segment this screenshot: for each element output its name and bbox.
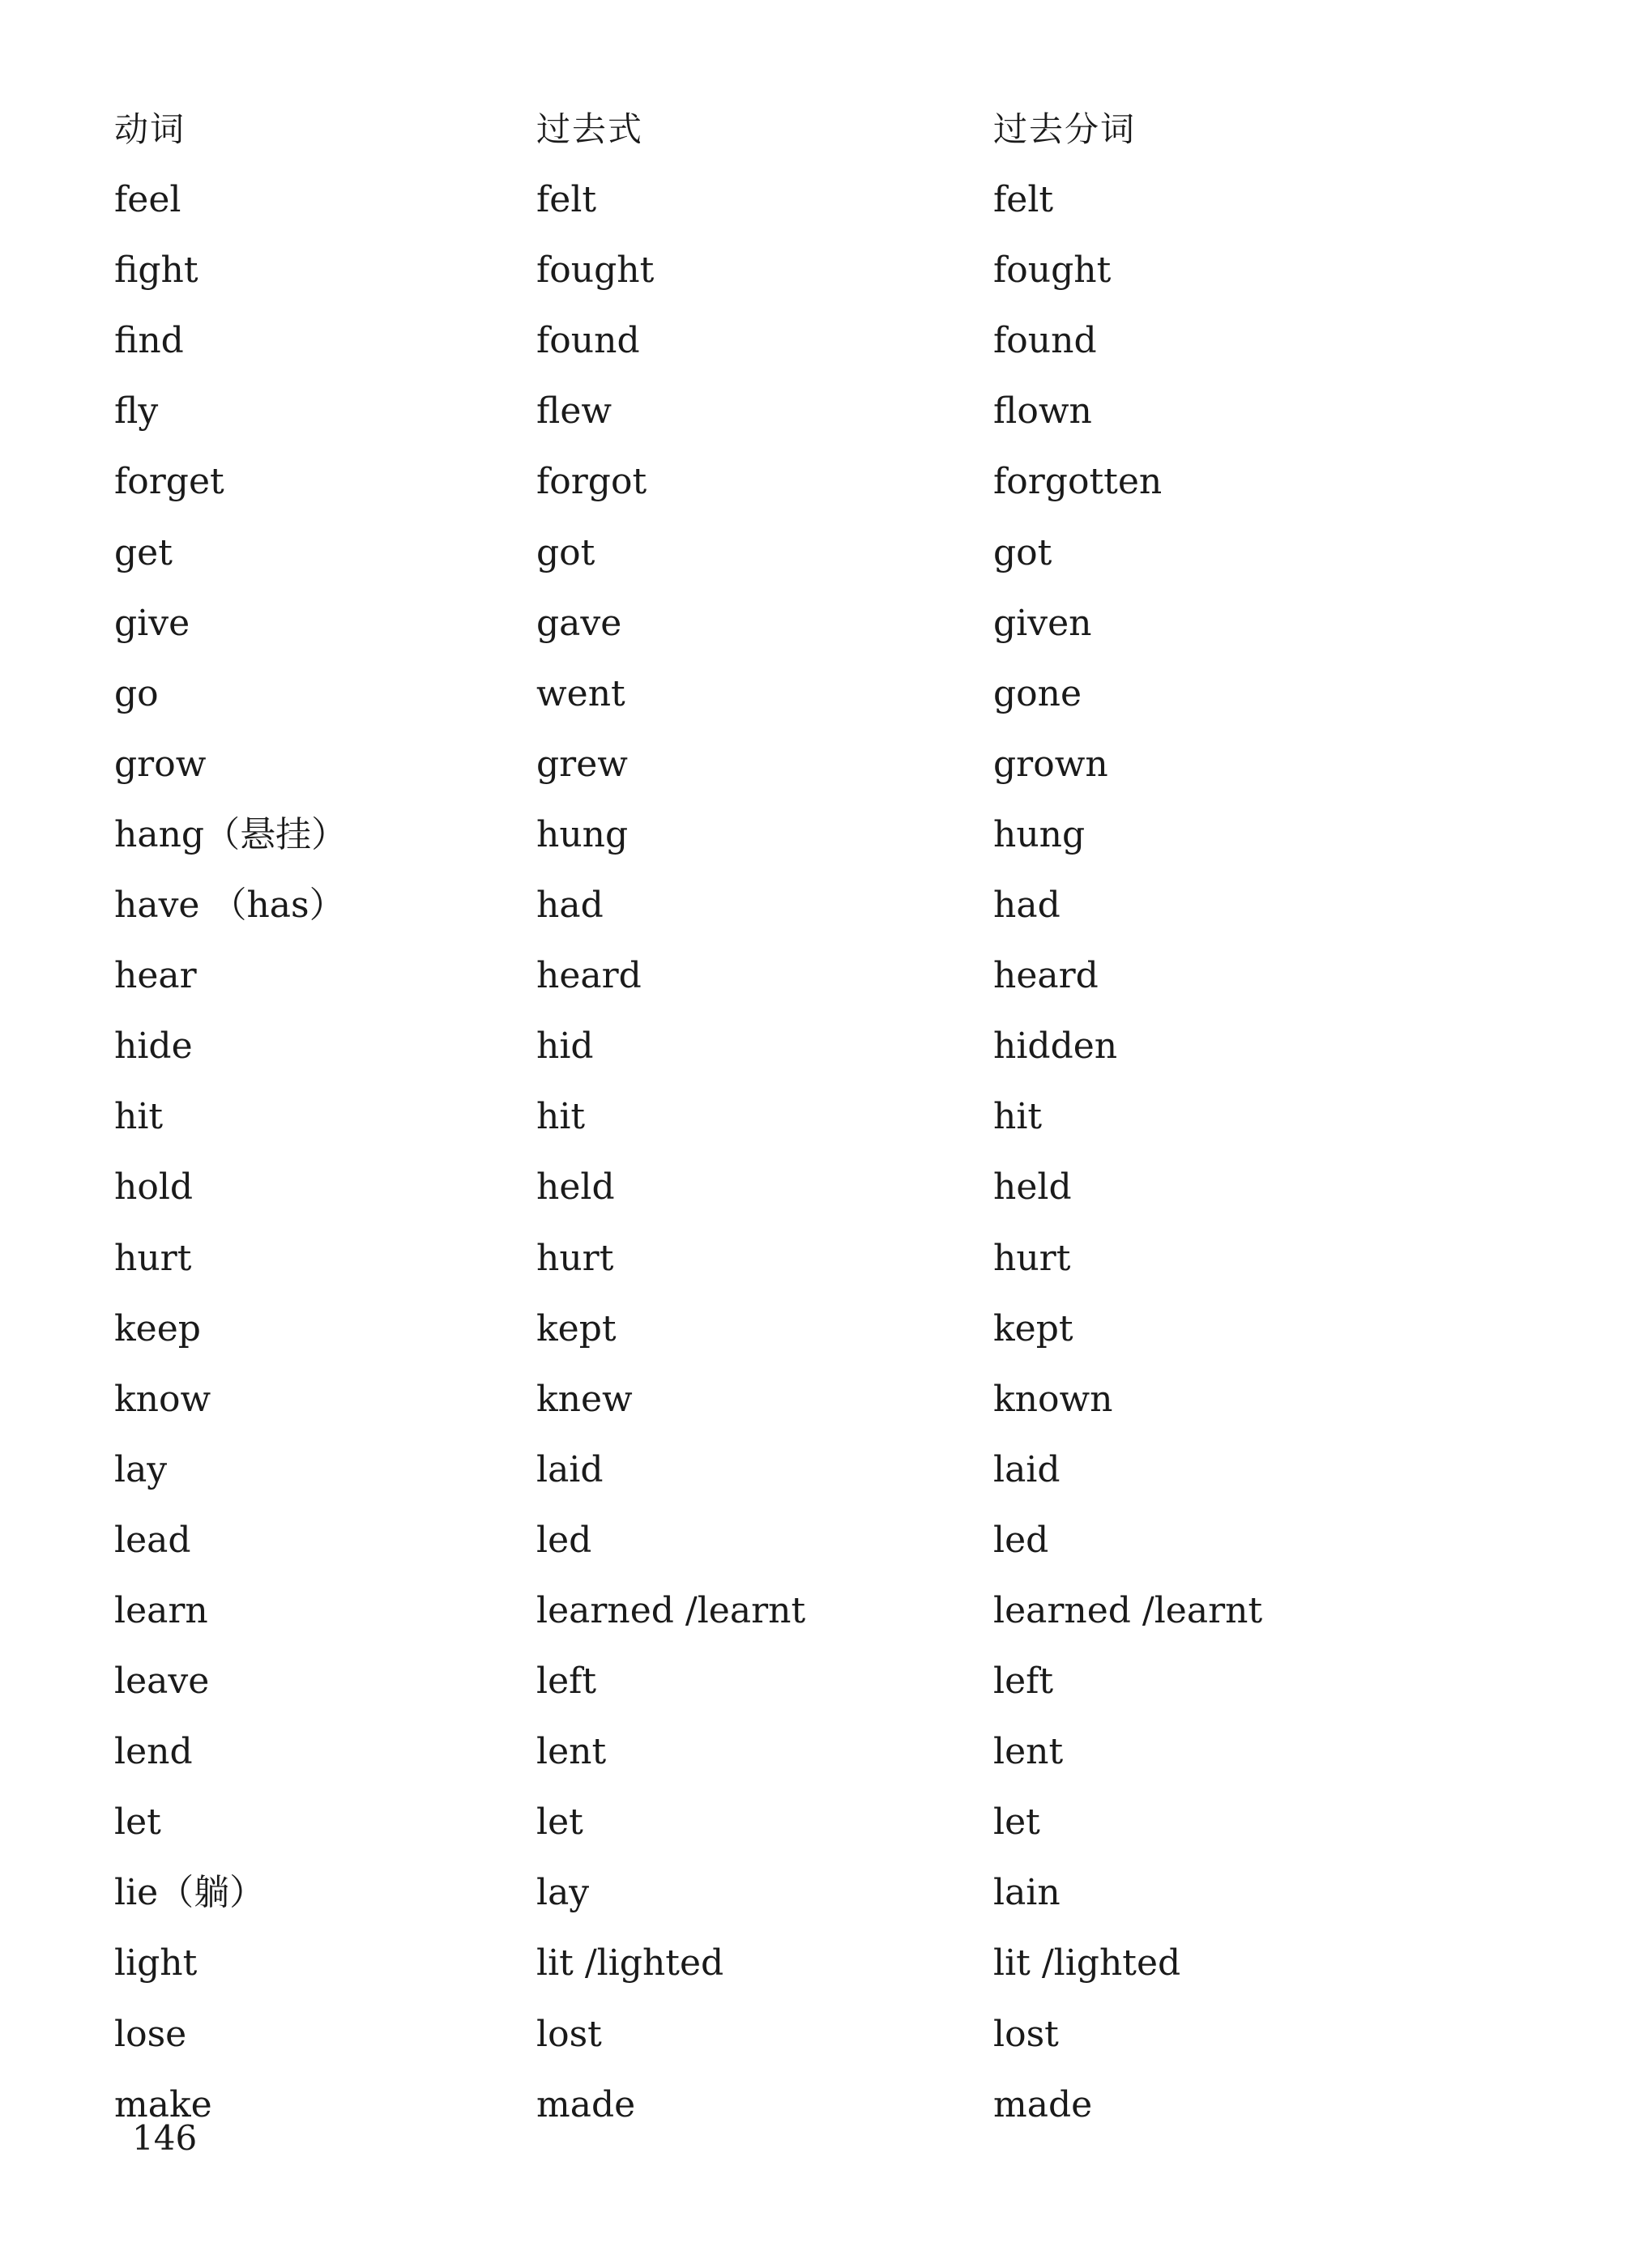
base-verb-cell: lie（躺） (114, 1872, 266, 1914)
past-tense-cell: knew (536, 1378, 633, 1420)
base-verb-cell: know (114, 1378, 211, 1420)
base-verb-cell: fight (114, 249, 198, 292)
past-participle-cell: let (993, 1801, 1040, 1844)
past-participle-cell: fought (993, 249, 1112, 292)
past-participle-cell: hidden (993, 1025, 1118, 1068)
past-participle-cell: felt (993, 179, 1054, 221)
base-verb-cell: light (114, 1942, 198, 1985)
past-tense-cell: lost (536, 2013, 602, 2055)
table-row (114, 1649, 1492, 1720)
past-participle-cell: laid (993, 1448, 1061, 1490)
base-verb-cell: let (114, 1801, 161, 1844)
past-tense-cell: grew (536, 743, 628, 785)
base-verb-cell: feel (114, 179, 181, 221)
base-verb-cell: keep (114, 1307, 201, 1349)
past-tense-cell: hid (536, 1025, 594, 1068)
past-participle-cell: known (993, 1378, 1113, 1420)
header-base-verb: 动词 (114, 109, 186, 149)
past-participle-cell: held (993, 1166, 1072, 1209)
table-row (114, 1508, 1492, 1579)
base-verb-cell: leave (114, 1660, 210, 1703)
base-verb-cell: lose (114, 2013, 187, 2055)
base-verb-cell: have （has） (114, 885, 345, 927)
past-participle-cell: given (993, 602, 1092, 644)
table-row (114, 1931, 1492, 2002)
past-tense-cell: heard (536, 955, 642, 997)
past-tense-cell: hurt (536, 1237, 614, 1279)
table-row (114, 1297, 1492, 1367)
table-row (114, 1579, 1492, 1649)
past-tense-cell: held (536, 1166, 615, 1209)
past-tense-cell: left (536, 1660, 597, 1703)
header-past-tense: 过去式 (536, 109, 644, 149)
past-tense-cell: flew (536, 390, 612, 433)
past-participle-cell: grown (993, 743, 1108, 785)
table-header (114, 97, 1492, 168)
past-participle-cell: heard (993, 955, 1099, 997)
header-past-participle: 过去分词 (993, 109, 1137, 149)
base-verb-cell: lend (114, 1731, 193, 1773)
base-verb-cell: hold (114, 1166, 194, 1209)
table-row (114, 521, 1492, 591)
irregular-verb-table (114, 97, 1492, 2143)
past-tense-cell: hung (536, 813, 629, 855)
base-verb-cell: grow (114, 743, 207, 785)
past-participle-cell: led (993, 1519, 1049, 1561)
table-row (114, 1014, 1492, 1085)
base-verb-cell: hurt (114, 1237, 192, 1279)
past-participle-cell: gone (993, 672, 1082, 714)
past-participle-cell: got (993, 531, 1052, 573)
past-participle-cell: lain (993, 1872, 1061, 1914)
past-tense-cell: found (536, 320, 640, 362)
past-participle-cell: found (993, 320, 1097, 362)
base-verb-cell: hear (114, 955, 197, 997)
past-participle-cell: lit /lighted (993, 1942, 1181, 1985)
past-participle-cell: hit (993, 1096, 1043, 1138)
table-row (114, 2073, 1492, 2143)
past-participle-cell: hurt (993, 1237, 1071, 1279)
table-row (114, 1720, 1492, 1790)
past-participle-cell: learned /learnt (993, 1589, 1263, 1631)
base-verb-cell: hide (114, 1025, 193, 1068)
base-verb-cell: lay (114, 1448, 168, 1490)
table-row (114, 450, 1492, 520)
base-verb-cell: give (114, 602, 190, 644)
table-row (114, 1226, 1492, 1297)
table-row (114, 944, 1492, 1014)
table-row (114, 1790, 1492, 1861)
table-row (114, 309, 1492, 379)
past-participle-cell: hung (993, 813, 1086, 855)
table-row (114, 238, 1492, 309)
past-tense-cell: made (536, 2083, 636, 2125)
past-tense-cell: had (536, 885, 604, 927)
base-verb-cell: go (114, 672, 159, 714)
table-row (114, 168, 1492, 238)
base-verb-cell: forget (114, 461, 224, 503)
base-verb-cell: make (114, 2083, 212, 2125)
past-tense-cell: hit (536, 1096, 586, 1138)
past-participle-cell: forgotten (993, 461, 1163, 503)
past-participle-cell: flown (993, 390, 1092, 433)
past-tense-cell: got (536, 531, 595, 573)
past-tense-cell: gave (536, 602, 622, 644)
table-row (114, 1438, 1492, 1508)
past-participle-cell: kept (993, 1307, 1073, 1349)
base-verb-cell: hang（悬挂） (114, 813, 348, 855)
base-verb-cell: hit (114, 1096, 164, 1138)
past-tense-cell: learned /learnt (536, 1589, 806, 1631)
past-participle-cell: made (993, 2083, 1093, 2125)
past-tense-cell: fought (536, 249, 655, 292)
past-participle-cell: lost (993, 2013, 1059, 2055)
base-verb-cell: get (114, 531, 173, 573)
past-tense-cell: felt (536, 179, 597, 221)
past-tense-cell: lent (536, 1731, 607, 1773)
past-tense-cell: laid (536, 1448, 604, 1490)
base-verb-cell: lead (114, 1519, 191, 1561)
base-verb-cell: find (114, 320, 184, 362)
past-participle-cell: lent (993, 1731, 1064, 1773)
past-participle-cell: had (993, 885, 1061, 927)
past-tense-cell: let (536, 1801, 583, 1844)
past-tense-cell: kept (536, 1307, 617, 1349)
base-verb-cell: learn (114, 1589, 208, 1631)
page-number: 146 (132, 2118, 198, 2158)
table-row (114, 379, 1492, 450)
table-row (114, 591, 1492, 662)
table-row (114, 1085, 1492, 1155)
base-verb-cell: fly (114, 390, 159, 433)
past-tense-cell: forgot (536, 461, 647, 503)
past-participle-cell: left (993, 1660, 1054, 1703)
table-row (114, 732, 1492, 803)
table-row (114, 803, 1492, 873)
table-row (114, 662, 1492, 732)
past-tense-cell: lit /lighted (536, 1942, 724, 1985)
past-tense-cell: lay (536, 1872, 590, 1914)
table-row (114, 1155, 1492, 1226)
table-row (114, 1861, 1492, 1931)
table-row (114, 873, 1492, 944)
table-body (114, 168, 1492, 2143)
table-row (114, 1367, 1492, 1438)
past-tense-cell: went (536, 672, 625, 714)
past-tense-cell: led (536, 1519, 592, 1561)
table-row (114, 2002, 1492, 2073)
